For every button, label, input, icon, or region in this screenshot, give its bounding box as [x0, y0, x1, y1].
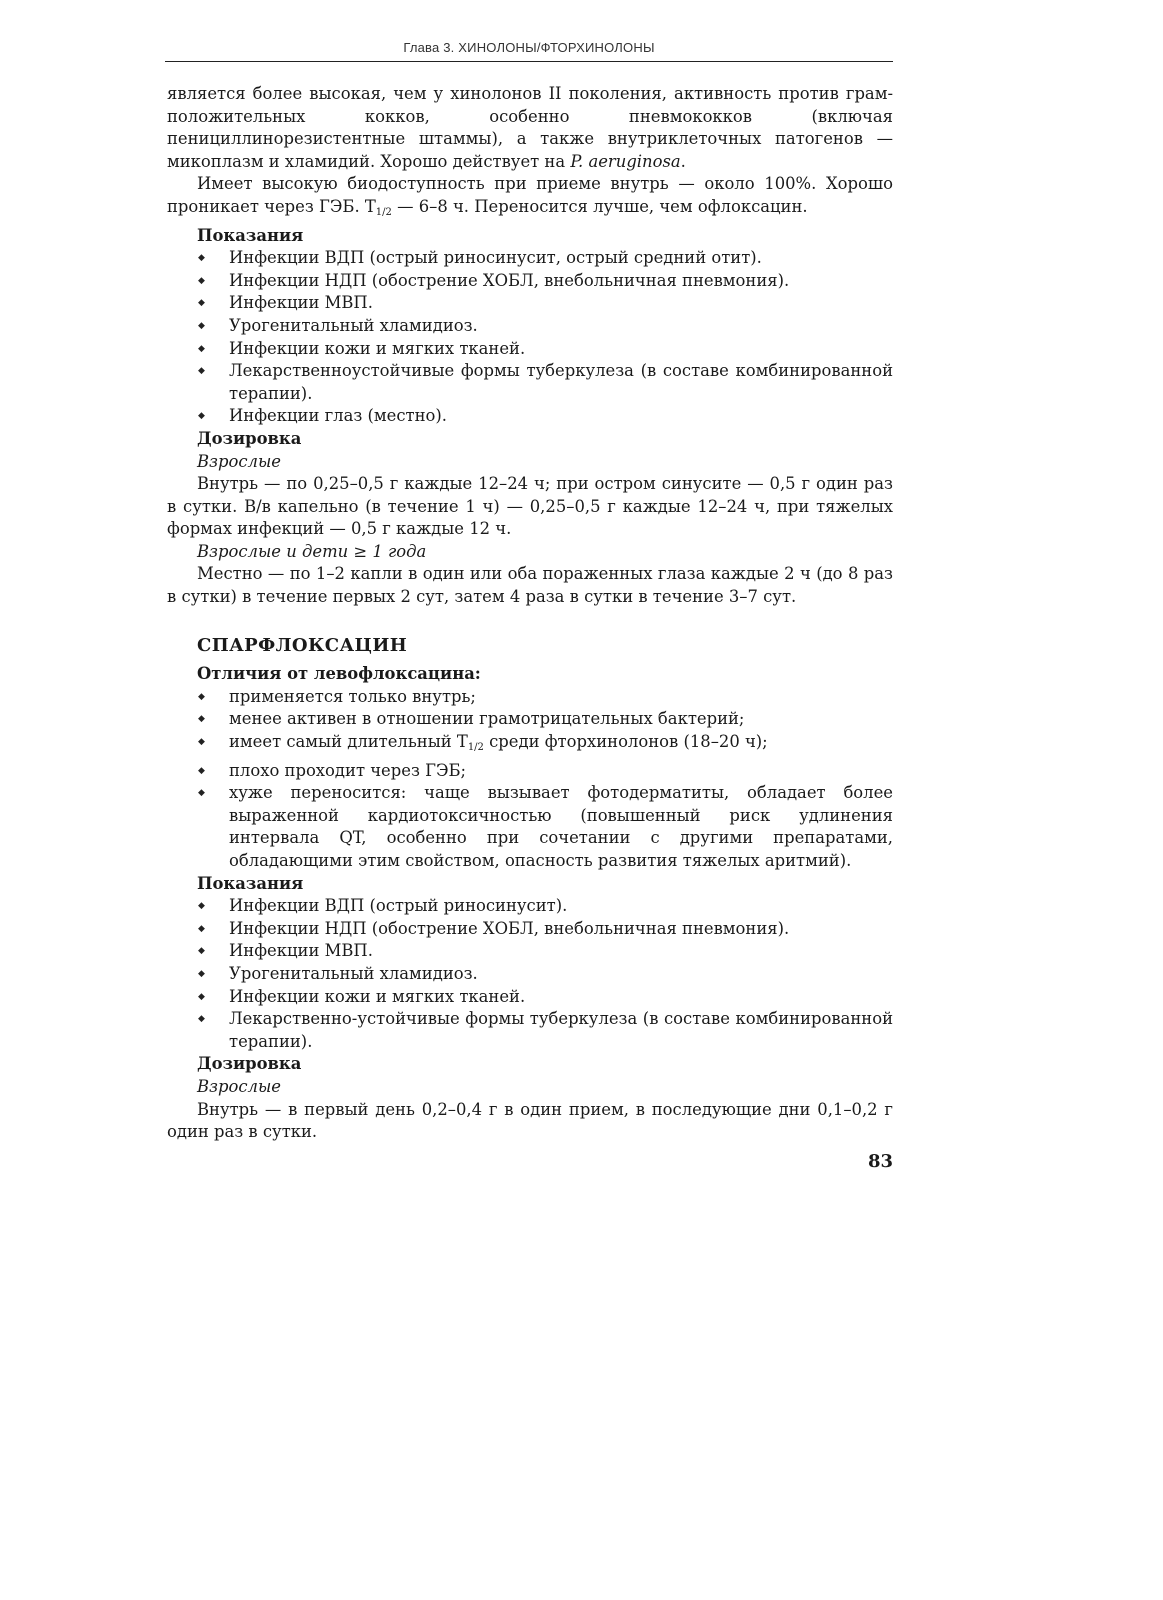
- spar-indications-heading: Показания: [197, 873, 304, 893]
- page-number: 83: [867, 1151, 893, 1172]
- halflife-text: имеет самый длительный Т: [229, 732, 468, 752]
- intro-paragraph-1: [167, 83, 893, 173]
- running-header: Глава 3. ХИНОЛОНЫ/ФТОРХИНОЛОНЫ: [403, 40, 655, 55]
- list-item: ◆ Урогенитальный хламидиоз.: [229, 963, 893, 986]
- intro-text: является более высокая, чем у хинолонов II поколения, активность против грам-положительных кокков, особенно пневмококков (включая пенициллинорезистентные штаммы), а также внутриклеточных патогенов — микоплазм и хламидий. Хорошо действует на: [167, 84, 893, 171]
- header-rule: [165, 61, 893, 62]
- spar-dosage-heading: Дозировка: [197, 1054, 302, 1074]
- halflife-subscript: 1/2: [375, 206, 392, 218]
- spar-adults-label: Взрослые: [197, 1076, 282, 1096]
- intro-paragraph-2: [167, 173, 893, 224]
- spar-indications-list: [167, 895, 893, 1053]
- list-item: ◆ Лекарственноустойчивые формы туберкулеза (в составе комбинированной терапии).: [229, 360, 893, 405]
- list-item: ◆ Урогенитальный хламидиоз.: [229, 315, 893, 338]
- list-item: ◆ Лекарственно-устойчивые формы туберкулеза (в составе комбинированной терапии).: [229, 1008, 893, 1053]
- list-item: [229, 731, 893, 760]
- list-item: ◆ Инфекции ВДП (острый риносинусит, острый средний отит).: [229, 247, 893, 270]
- intro-end: .: [680, 151, 686, 171]
- intro-organism: P. aeruginosa: [570, 151, 681, 171]
- bioavailability-text: Имеет высокую биодоступность при приеме внутрь — около 100%. Хорошо проникает через ГЭБ. Т: [167, 174, 893, 216]
- list-item: ◆ плохо проходит через ГЭБ;: [229, 760, 893, 783]
- levo-indications-heading: Показания: [197, 225, 304, 245]
- halflife-text: — 6–8 ч. Переносится лучше, чем офлоксацин.: [391, 196, 808, 216]
- list-item: ◆ Инфекции глаз (местно).: [229, 405, 893, 428]
- list-item: ◆ Инфекции кожи и мягких тканей.: [229, 986, 893, 1009]
- levo-indications-list: [167, 247, 893, 428]
- spar-differences-list: [167, 686, 893, 873]
- list-item: ◆ менее активен в отношении грамотрицательных бактерий;: [229, 708, 893, 731]
- spar-differences-heading: Отличия от левофлоксацина:: [197, 664, 481, 684]
- halflife-subscript: 1/2: [467, 742, 484, 754]
- list-item: ◆ Инфекции МВП.: [229, 292, 893, 315]
- list-item: ◆ применяется только внутрь;: [229, 686, 893, 709]
- list-item: ◆ Инфекции кожи и мягких тканей.: [229, 338, 893, 361]
- levo-adults-children-label: Взрослые и дети ≥ 1 года: [197, 541, 427, 561]
- list-item: ◆ Инфекции ВДП (острый риносинусит).: [229, 895, 893, 918]
- list-item: ◆ Инфекции МВП.: [229, 940, 893, 963]
- section-title: СПАРФЛОКСАЦИН: [197, 634, 408, 656]
- spar-adults-text: Внутрь — в первый день 0,2–0,4 г в один прием, в последующие дни 0,1–0,2 г один раз в сутки.: [167, 1099, 893, 1142]
- list-item: ◆ хуже переносится: чаще вызывает фотодерматиты, обладает более выраженной кардиотоксичностью (повышенный риск удлинения интервала QT, особенно при сочетании с другими препаратами, обладающими этим свойством, опасность развития тяжелых аритмий).: [229, 782, 893, 872]
- levo-adults-children-text: Местно — по 1–2 капли в один или оба пораженных глаза каждые 2 ч (до 8 раз в сутки) в течение первых 2 сут, затем 4 раза в сутки в течение 3–7 сут.: [167, 564, 893, 607]
- levo-adults-text: Внутрь — по 0,25–0,5 г каждые 12–24 ч; при остром синусите — 0,5 г один раз в сутки. В/в капельно (в течение 1 ч) — 0,25–0,5 г каждые 12–24 ч, при тяжелых формах инфекций — 0,5 г каждые 12 ч.: [167, 474, 893, 539]
- list-item: ◆ Инфекции НДП (обострение ХОБЛ, внебольничная пневмония).: [229, 270, 893, 293]
- levo-dosage-heading: Дозировка: [197, 428, 302, 448]
- list-item: ◆ Инфекции НДП (обострение ХОБЛ, внебольничная пневмония).: [229, 918, 893, 941]
- levo-adults-label: Взрослые: [197, 451, 282, 471]
- page-content: [167, 83, 893, 1144]
- halflife-text-end: среди фторхинолонов (18–20 ч);: [483, 732, 768, 752]
